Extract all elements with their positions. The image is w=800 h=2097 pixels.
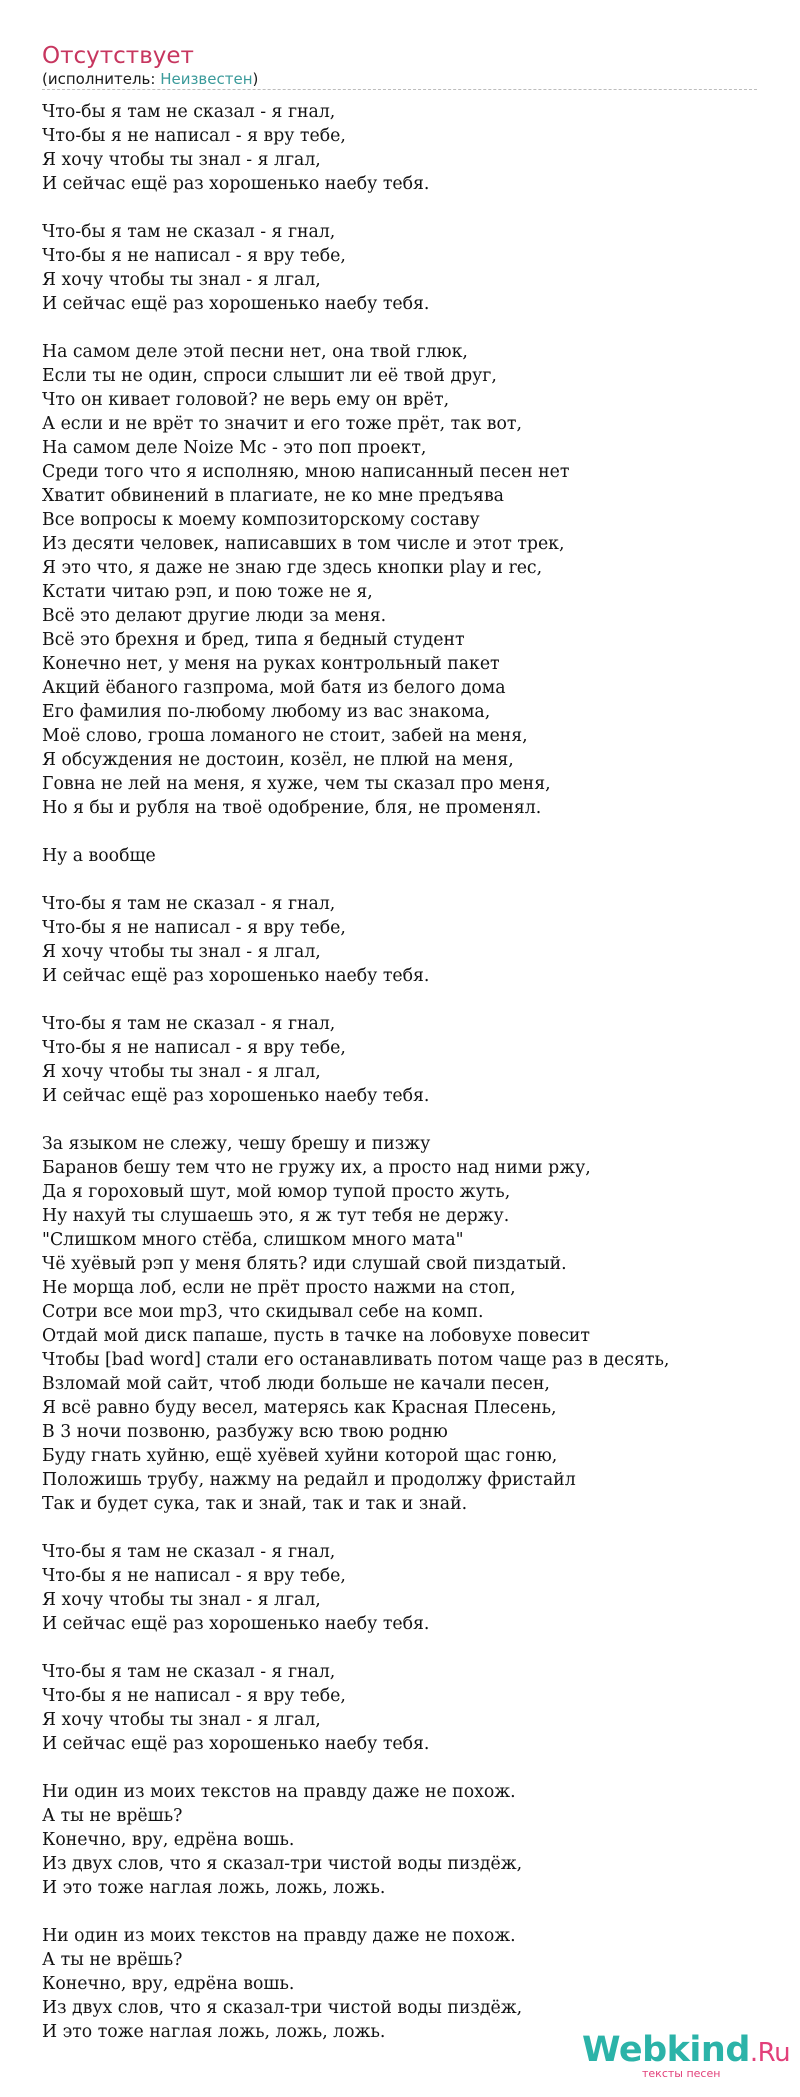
lyrics-line: Я обсуждения не достоин, козёл, не плюй на меня, (42, 750, 514, 770)
lyrics-line: Ни один из моих текстов на правду даже не похож. (42, 1782, 516, 1802)
lyrics-stanza (42, 1540, 782, 1636)
lyrics-line: Что-бы я там не сказал - я гнал, (42, 894, 336, 914)
lyrics-line: В 3 ночи позвоню, разбужу всю твою родню (42, 1422, 448, 1442)
site-logo[interactable] (582, 2030, 791, 2080)
lyrics-stanza (42, 340, 782, 820)
lyrics-line: Положишь трубу, нажму на редайл и продолжу фристайл (42, 1470, 576, 1490)
lyrics-line: Ни один из моих текстов на правду даже не похож. (42, 1926, 516, 1946)
lyrics-line: Если ты не один, спроси слышит ли её твой друг, (42, 366, 497, 386)
lyrics-line: Я хочу чтобы ты знал - я лгал, (42, 1710, 321, 1730)
lyrics-line: Не морща лоб, если не прёт просто нажми на стоп, (42, 1278, 516, 1298)
lyrics-stanza (42, 1660, 782, 1756)
lyrics-line: Что-бы я не написал - я вру тебе, (42, 1038, 346, 1058)
lyrics-line: Да я гороховый шут, мой юмор тупой просто жуть, (42, 1182, 511, 1202)
lyrics-line: Баранов бешу тем что не гружу их, а просто над ними ржу, (42, 1158, 591, 1178)
lyrics-line: Я хочу чтобы ты знал - я лгал, (42, 942, 321, 962)
logo-tagline: тексты песен (642, 2067, 721, 2080)
lyrics-line: Чё хуёвый рэп у меня блять? иди слушай свой пиздатый. (42, 1254, 567, 1274)
lyrics-line: Что-бы я не написал - я вру тебе, (42, 1566, 346, 1586)
lyrics-stanza (42, 1780, 782, 1900)
lyrics-line: Что-бы я не написал - я вру тебе, (42, 918, 346, 938)
lyrics-line: Акций ёбаного газпрома, мой батя из белого дома (42, 678, 506, 698)
lyrics-line: Конечно нет, у меня на руках контрольный пакет (42, 654, 500, 674)
lyrics-line: Из двух слов, что я сказал-три чистой воды пиздёж, (42, 1998, 523, 2018)
lyrics-stanza (42, 1012, 782, 1108)
lyrics-line: И сейчас ещё раз хорошенько наебу тебя. (42, 1086, 430, 1106)
artist-suffix: ) (252, 70, 259, 88)
lyrics-line: Из двух слов, что я сказал-три чистой воды пиздёж, (42, 1854, 523, 1874)
lyrics-line: Всё это брехня и бред, типа я бедный студент (42, 630, 465, 650)
lyrics-line: Что-бы я там не сказал - я гнал, (42, 222, 336, 242)
lyrics-line: Взломай мой сайт, чтоб люди больше не качали песен, (42, 1374, 550, 1394)
lyrics-line: Отдай мой диск папаше, пусть в тачке на лобовухе повесит (42, 1326, 590, 1346)
lyrics-line: Хватит обвинений в плагиате, не ко мне предъява (42, 486, 504, 506)
lyrics-stanza (42, 100, 782, 196)
song-title: Отсутствует (42, 43, 194, 69)
lyrics-line: А ты не врёшь? (42, 1950, 183, 1970)
lyrics-line: И это тоже наглая ложь, ложь, ложь. (42, 2022, 386, 2042)
lyrics-line: Я это что, я даже не знаю где здесь кнопки play и rec, (42, 558, 543, 578)
lyrics-line: Что-бы я там не сказал - я гнал, (42, 1662, 336, 1682)
lyrics-line: И сейчас ещё раз хорошенько наебу тебя. (42, 294, 430, 314)
lyrics-line: И это тоже наглая ложь, ложь, ложь. (42, 1878, 386, 1898)
lyrics-line: И сейчас ещё раз хорошенько наебу тебя. (42, 966, 430, 986)
lyrics-line: А ты не врёшь? (42, 1806, 183, 1826)
lyrics-stanza (42, 220, 782, 316)
lyrics-line: Ну а вообще (42, 846, 156, 866)
lyrics-line: Так и будет сука, так и знай, так и так и знай. (42, 1494, 468, 1514)
lyrics-line: И сейчас ещё раз хорошенько наебу тебя. (42, 1734, 430, 1754)
lyrics-line: Я хочу чтобы ты знал - я лгал, (42, 150, 321, 170)
lyrics-line: Конечно, вру, едрёна вошь. (42, 1974, 295, 1994)
lyrics-line: "Слишком много стёба, слишком много мата" (42, 1230, 464, 1250)
lyrics-line: На самом деле Noize Mc - это поп проект, (42, 438, 427, 458)
lyrics-text (42, 100, 782, 2068)
lyrics-stanza (42, 1924, 782, 2044)
logo-name: Webkind (582, 2030, 750, 2070)
lyrics-stanza (42, 892, 782, 988)
lyrics-line: Всё это делают другие люди за меня. (42, 606, 387, 626)
lyrics-stanza (42, 1132, 782, 1516)
lyrics-line: За языком не слежу, чешу брешу и пизжу (42, 1134, 431, 1154)
lyrics-line: Буду гнать хуйню, ещё хуёвей хуйни которой щас гоню, (42, 1446, 558, 1466)
lyrics-line: Ну нахуй ты слушаешь это, я ж тут тебя не держу. (42, 1206, 510, 1226)
lyrics-line: Что-бы я там не сказал - я гнал, (42, 1014, 336, 1034)
lyrics-line: Среди того что я исполняю, мною написанный песен нет (42, 462, 570, 482)
artist-link[interactable]: Неизвестен (160, 70, 253, 88)
lyrics-line: И сейчас ещё раз хорошенько наебу тебя. (42, 1614, 430, 1634)
lyrics-line: Я хочу чтобы ты знал - я лгал, (42, 1062, 321, 1082)
lyrics-line: Я хочу чтобы ты знал - я лгал, (42, 1590, 321, 1610)
lyrics-line: Сотри все мои mp3, что скидывал себе на комп. (42, 1302, 484, 1322)
lyrics-line: Его фамилия по-любому любому из вас знакома, (42, 702, 491, 722)
lyrics-line: На самом деле этой песни нет, она твой глюк, (42, 342, 468, 362)
lyrics-line: Я всё равно буду весел, матерясь как Красная Плесень, (42, 1398, 557, 1418)
lyrics-line: Но я бы и рубля на твоё одобрение, бля, не променял. (42, 798, 542, 818)
lyrics-stanza (42, 844, 782, 868)
lyrics-line: И сейчас ещё раз хорошенько наебу тебя. (42, 174, 430, 194)
lyrics-line: Что-бы я не написал - я вру тебе, (42, 1686, 346, 1706)
artist-prefix: (исполнитель: (42, 70, 161, 88)
lyrics-line: Что-бы я там не сказал - я гнал, (42, 1542, 336, 1562)
lyrics-line: Говна не лей на меня, я хуже, чем ты сказал про меня, (42, 774, 551, 794)
lyrics-line: Что-бы я там не сказал - я гнал, (42, 102, 336, 122)
lyrics-line: Все вопросы к моему композиторскому составу (42, 510, 480, 530)
lyrics-line: Чтобы [bad word] стали его останавливать потом чаще раз в десять, (42, 1350, 670, 1370)
lyrics-line: Что-бы я не написал - я вру тебе, (42, 126, 346, 146)
lyrics-line: Я хочу чтобы ты знал - я лгал, (42, 270, 321, 290)
artist-line (42, 70, 258, 89)
lyrics-line: А если и не врёт то значит и его тоже прёт, так вот, (42, 414, 522, 434)
lyrics-line: Моё слово, гроша ломаного не стоит, забей на меня, (42, 726, 528, 746)
lyrics-line: Что он кивает головой? не верь ему он врёт, (42, 390, 450, 410)
lyrics-line: Из десяти человек, написавших в том числе и этот трек, (42, 534, 565, 554)
lyrics-line: Конечно, вру, едрёна вошь. (42, 1830, 295, 1850)
logo-tld: .Ru (749, 2038, 791, 2068)
lyrics-line: Что-бы я не написал - я вру тебе, (42, 246, 346, 266)
header-divider (42, 89, 757, 90)
lyrics-line: Кстати читаю рэп, и пою тоже не я, (42, 582, 373, 602)
